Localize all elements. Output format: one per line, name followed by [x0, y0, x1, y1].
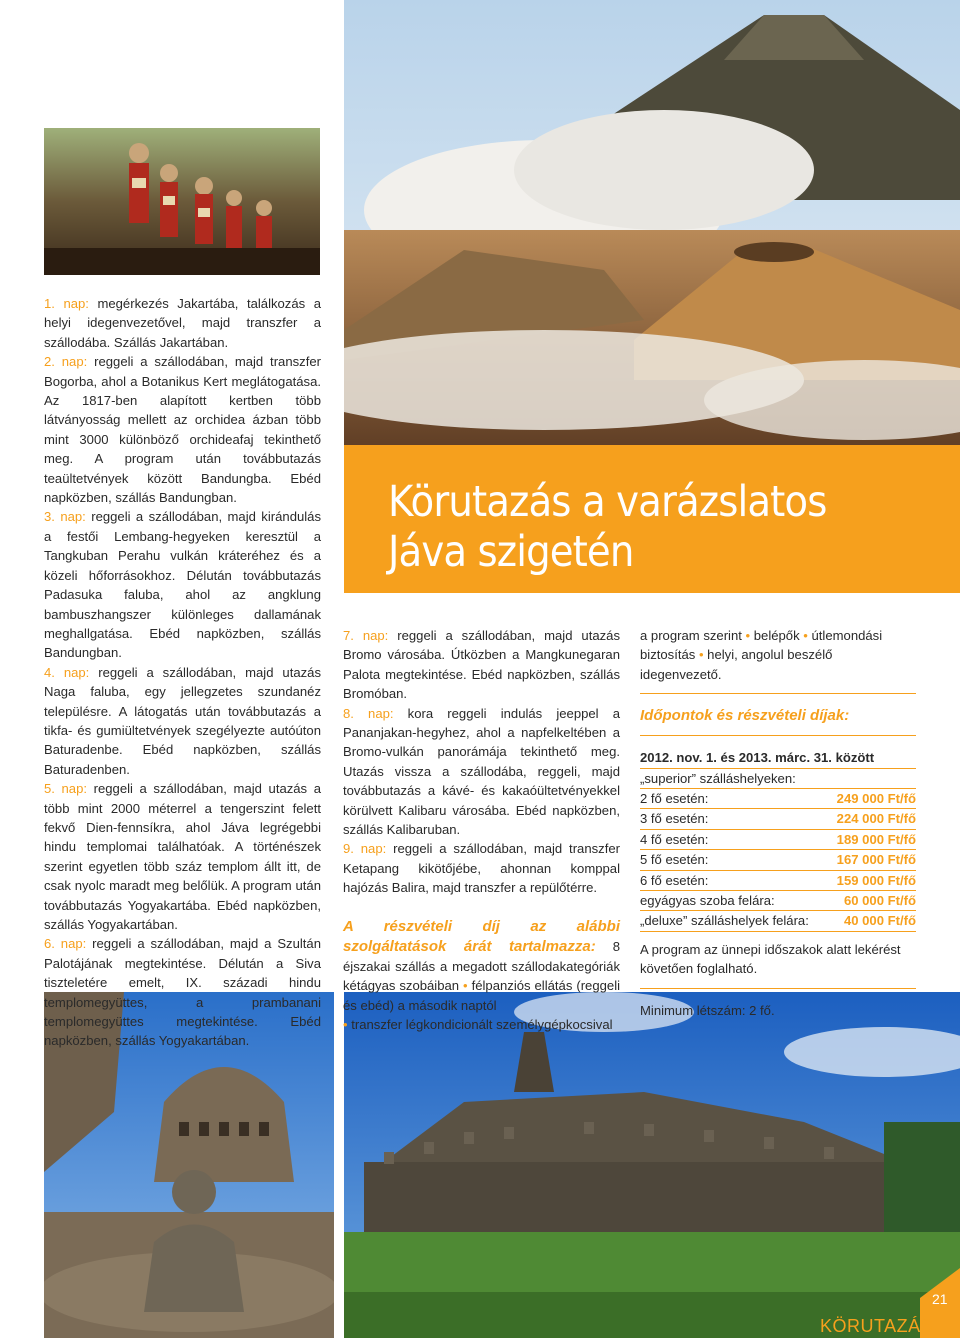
- itinerary-day-9: 9. nap: reggeli a szállodában, majd transzfer Ketapang kikötőjébe, ahonnan komppal hajózás Balira, majd transzfer a repülőtérre.: [343, 841, 620, 896]
- price-table: [640, 748, 916, 932]
- price-row: 3 fő esetén: 224 000 Ft/fő: [640, 809, 916, 829]
- price-row: 4 fő esetén: 189 000 Ft/fő: [640, 829, 916, 849]
- wayang-puppets-photo: [44, 128, 320, 275]
- itinerary-column-1: [44, 294, 321, 1051]
- title-banner: [344, 445, 960, 593]
- divider: [640, 693, 916, 694]
- page-number: 21: [932, 1291, 948, 1307]
- bullet-icon: •: [343, 1016, 348, 1032]
- divider: [640, 988, 916, 989]
- included-services: A részvételi díj az alábbi szolgáltatások árát tartalmazza: 8 éjszakai szállás a megadott szállodakategóriák kétágyas szobáiban • félpanziós ellátás (reggeli és ebéd) a második naptól • transzfer légkondicionált személygépkocsival: [343, 917, 621, 1032]
- pricing-heading: Időpontok és részvételi díjak:: [640, 707, 850, 725]
- included-continued: a program szerint • belépők • útlemondási biztosítás • helyi, angolul beszélő idegenvezető.: [640, 628, 883, 682]
- divider: [640, 735, 916, 736]
- pricing-minimum: Minimum létszám: 2 fő.: [640, 1002, 775, 1018]
- borobudur-temple-photo: [344, 992, 960, 1338]
- price-row: egyágyas szoba felára: 60 000 Ft/fő: [640, 891, 916, 911]
- included-heading: A részvételi díj az alábbi szolgáltatások árát tartalmazza:: [343, 917, 620, 955]
- price-row: 2 fő esetén: 249 000 Ft/fő: [640, 789, 916, 809]
- price-row: „deluxe” szálláshelyek felára: 40 000 Ft/fő: [640, 911, 916, 931]
- bromo-volcano-photo: [344, 0, 960, 460]
- price-row: 5 fő esetén: 167 000 Ft/fő: [640, 850, 916, 870]
- section-label: KÖRUTAZÁS: [820, 1316, 934, 1336]
- pricing-note: A program az ünnepi időszakok alatt lekérést követően foglalható.: [640, 941, 901, 977]
- itinerary-day-3: 3. nap: reggeli a szállodában, majd kirándulás a festői Lembang-hegyeken keresztül a Tangkuban Perahu vulkán kráteréhez és a közeli hőforrásokhoz. Délután továbbutazás Padasuka faluba, ahol az angklung bambuszhangszer különleges dallamának meghallgatása. Ebéd napközben, szállás Bandungban.: [44, 509, 321, 661]
- bullet-icon: •: [463, 978, 468, 994]
- bullet-icon: •: [745, 628, 751, 643]
- pricing-category: „superior” szálláshelyeken:: [640, 768, 916, 788]
- itinerary-day-4: 4. nap: reggeli a szállodában, majd utazás Naga faluba, egy jellegzetes szundanéz településre. A látogatás után továbbutazás a tikfa- és gumiültetvények szegélyezte autóúton Baturadenbe. Ebéd napközben, szállás Baturadenben.: [44, 664, 321, 777]
- bullet-icon: •: [803, 628, 808, 643]
- itinerary-day-8: 8. nap: kora reggeli indulás jeeppel a Pananjakan-hegyhez, ahol a napfelkeltében a Bromo-vulkán panorámája tekinthető meg. Utazás vissza a szállodába, reggeli, majd továbbutazás a kávé- és kakaóültetvényekkel körülvett Kalibaru városába. Ebéd napközben, szállás Kalibaruban.: [343, 705, 620, 838]
- page-title-line2: Jáva szigetén: [388, 527, 634, 577]
- itinerary-day-2: 2. nap: reggeli a szállodában, majd transzfer Bogorba, ahol a Botanikus Kert meglátogatása. Az 1817-ben alapított kertben több látványosság mellett az orchidea ázban több mint 3000 különböző orchideafaj tekinthető meg. A program után továbbutazás teaültetvények között Bandungba. Ebéd napközben, szállás Bandungban.: [44, 354, 321, 506]
- bullet-icon: •: [698, 647, 704, 663]
- itinerary-day-5: 5. nap: reggeli a szállodában, majd utazás a több mint 2000 méterrel a tengerszint felett fekvő Dien-fennsíkra, ahol Jáva legrégebbi hindu templomai találhatóak. A történészek szerint egyetlen több száz templom állt itt, de csak nyolc maradt meg belőlük. A program után továbbutazás Yogyakartába. Ebéd napközben, szállás Yogyakartában.: [44, 781, 321, 932]
- itinerary-day-6: 6. nap: reggeli a szállodában, majd a Szultán Palotájának megtekintése. Délután a Siva tiszteletére emelt, IX. századi hindu templomegyüttes, a prambanani templomegyüttes megtekintése. Ebéd napközben, szállás Yogyakartában.: [44, 936, 321, 1049]
- page-title-line1: Körutazás a varázslatos: [388, 477, 827, 527]
- pricing-period: 2012. nov. 1. és 2013. márc. 31. között: [640, 748, 916, 768]
- itinerary-day-1: 1. nap: megérkezés Jakartába, találkozás a helyi idegenvezetővel, majd transzfer a szállodába. Szállás Jakartában.: [44, 296, 321, 350]
- itinerary-column-2: [343, 626, 620, 1034]
- itinerary-day-7: 7. nap: reggeli a szállodában, majd utazás Bromo városába. Útközben a Mangkunegaran Palota megtekintése. Ebéd napközben, szállás Bromóban.: [343, 628, 620, 702]
- price-row: 6 fő esetén: 159 000 Ft/fő: [640, 870, 916, 890]
- pricing-column: [640, 626, 916, 1020]
